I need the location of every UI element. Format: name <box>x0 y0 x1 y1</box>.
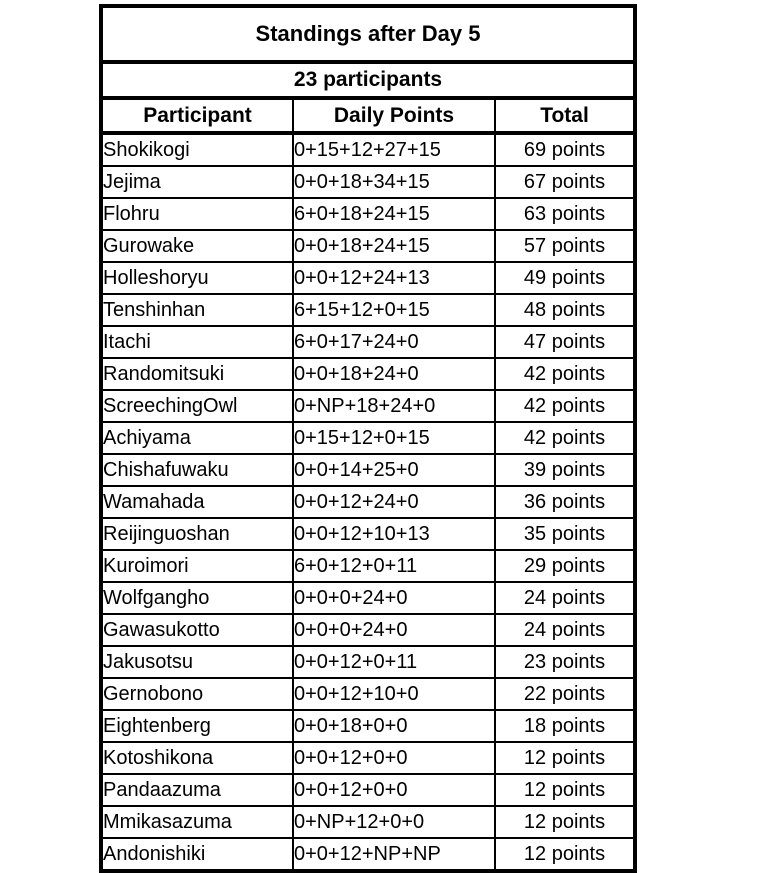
table-row <box>101 806 635 838</box>
table-row <box>101 582 635 614</box>
standings-table-body <box>101 6 635 871</box>
cell-participant-name: Reijinguoshan <box>101 518 293 550</box>
table-row <box>101 198 635 230</box>
cell-total-points: 47 points <box>495 326 635 358</box>
cell-total-points: 24 points <box>495 582 635 614</box>
cell-participant-name: Eightenberg <box>101 710 293 742</box>
table-row <box>101 262 635 294</box>
table-row <box>101 326 635 358</box>
cell-participant-name: Randomitsuki <box>101 358 293 390</box>
cell-total-points: 35 points <box>495 518 635 550</box>
cell-total-points: 42 points <box>495 422 635 454</box>
table-row <box>101 486 635 518</box>
column-header-daily-points: Daily Points <box>293 98 495 133</box>
cell-daily-points: 0+15+12+27+15 <box>293 133 495 166</box>
cell-participant-name: Holleshoryu <box>101 262 293 294</box>
cell-participant-name: Gawasukotto <box>101 614 293 646</box>
cell-participant-name: Kuroimori <box>101 550 293 582</box>
table-row <box>101 550 635 582</box>
cell-daily-points: 0+0+12+NP+NP <box>293 838 495 871</box>
cell-participant-name: Andonishiki <box>101 838 293 871</box>
table-row <box>101 390 635 422</box>
table-row <box>101 518 635 550</box>
table-row <box>101 710 635 742</box>
cell-total-points: 12 points <box>495 742 635 774</box>
table-row <box>101 774 635 806</box>
table-row <box>101 422 635 454</box>
cell-daily-points: 0+0+18+24+0 <box>293 358 495 390</box>
standings-table <box>99 4 637 873</box>
cell-total-points: 36 points <box>495 486 635 518</box>
cell-total-points: 63 points <box>495 198 635 230</box>
cell-participant-name: Jejima <box>101 166 293 198</box>
cell-daily-points: 0+0+12+10+13 <box>293 518 495 550</box>
cell-daily-points: 0+0+18+24+15 <box>293 230 495 262</box>
cell-total-points: 12 points <box>495 806 635 838</box>
table-row <box>101 358 635 390</box>
cell-participant-name: Pandaazuma <box>101 774 293 806</box>
table-row <box>101 742 635 774</box>
cell-total-points: 69 points <box>495 133 635 166</box>
cell-participant-name: ScreechingOwl <box>101 390 293 422</box>
cell-daily-points: 0+15+12+0+15 <box>293 422 495 454</box>
cell-daily-points: 0+0+12+24+13 <box>293 262 495 294</box>
table-title-row <box>101 6 635 62</box>
cell-total-points: 67 points <box>495 166 635 198</box>
cell-daily-points: 0+0+12+0+0 <box>293 742 495 774</box>
cell-participant-name: Tenshinhan <box>101 294 293 326</box>
table-row <box>101 166 635 198</box>
cell-participant-name: Wolfgangho <box>101 582 293 614</box>
cell-daily-points: 0+0+0+24+0 <box>293 614 495 646</box>
table-row <box>101 454 635 486</box>
cell-participant-name: Jakusotsu <box>101 646 293 678</box>
cell-total-points: 57 points <box>495 230 635 262</box>
cell-participant-name: Shokikogi <box>101 133 293 166</box>
cell-daily-points: 0+0+18+34+15 <box>293 166 495 198</box>
cell-daily-points: 0+0+12+0+0 <box>293 774 495 806</box>
cell-participant-name: Wamahada <box>101 486 293 518</box>
table-row <box>101 294 635 326</box>
standings-table-container <box>99 4 633 873</box>
cell-total-points: 12 points <box>495 774 635 806</box>
column-header-participant: Participant <box>101 98 293 133</box>
cell-total-points: 39 points <box>495 454 635 486</box>
cell-participant-name: Flohru <box>101 198 293 230</box>
table-title: Standings after Day 5 <box>101 6 635 62</box>
cell-total-points: 48 points <box>495 294 635 326</box>
cell-daily-points: 0+0+18+0+0 <box>293 710 495 742</box>
cell-daily-points: 6+0+18+24+15 <box>293 198 495 230</box>
table-row <box>101 678 635 710</box>
cell-participant-name: Mmikasazuma <box>101 806 293 838</box>
cell-daily-points: 0+NP+12+0+0 <box>293 806 495 838</box>
column-header-total: Total <box>495 98 635 133</box>
table-row <box>101 133 635 166</box>
cell-total-points: 42 points <box>495 358 635 390</box>
table-row <box>101 838 635 871</box>
cell-participant-name: Gurowake <box>101 230 293 262</box>
table-row <box>101 614 635 646</box>
cell-total-points: 23 points <box>495 646 635 678</box>
cell-total-points: 24 points <box>495 614 635 646</box>
cell-daily-points: 6+0+12+0+11 <box>293 550 495 582</box>
cell-participant-name: Kotoshikona <box>101 742 293 774</box>
table-row <box>101 646 635 678</box>
table-subtitle-row <box>101 62 635 98</box>
cell-total-points: 29 points <box>495 550 635 582</box>
cell-participant-name: Itachi <box>101 326 293 358</box>
cell-daily-points: 0+0+0+24+0 <box>293 582 495 614</box>
cell-total-points: 49 points <box>495 262 635 294</box>
cell-daily-points: 0+0+12+0+11 <box>293 646 495 678</box>
cell-participant-name: Gernobono <box>101 678 293 710</box>
table-header-row <box>101 98 635 133</box>
cell-daily-points: 0+NP+18+24+0 <box>293 390 495 422</box>
cell-daily-points: 6+15+12+0+15 <box>293 294 495 326</box>
cell-total-points: 42 points <box>495 390 635 422</box>
cell-daily-points: 0+0+14+25+0 <box>293 454 495 486</box>
cell-total-points: 18 points <box>495 710 635 742</box>
cell-total-points: 22 points <box>495 678 635 710</box>
table-row <box>101 230 635 262</box>
cell-daily-points: 0+0+12+10+0 <box>293 678 495 710</box>
participant-count: 23 participants <box>101 62 635 98</box>
cell-total-points: 12 points <box>495 838 635 871</box>
cell-participant-name: Chishafuwaku <box>101 454 293 486</box>
cell-daily-points: 6+0+17+24+0 <box>293 326 495 358</box>
cell-participant-name: Achiyama <box>101 422 293 454</box>
cell-daily-points: 0+0+12+24+0 <box>293 486 495 518</box>
